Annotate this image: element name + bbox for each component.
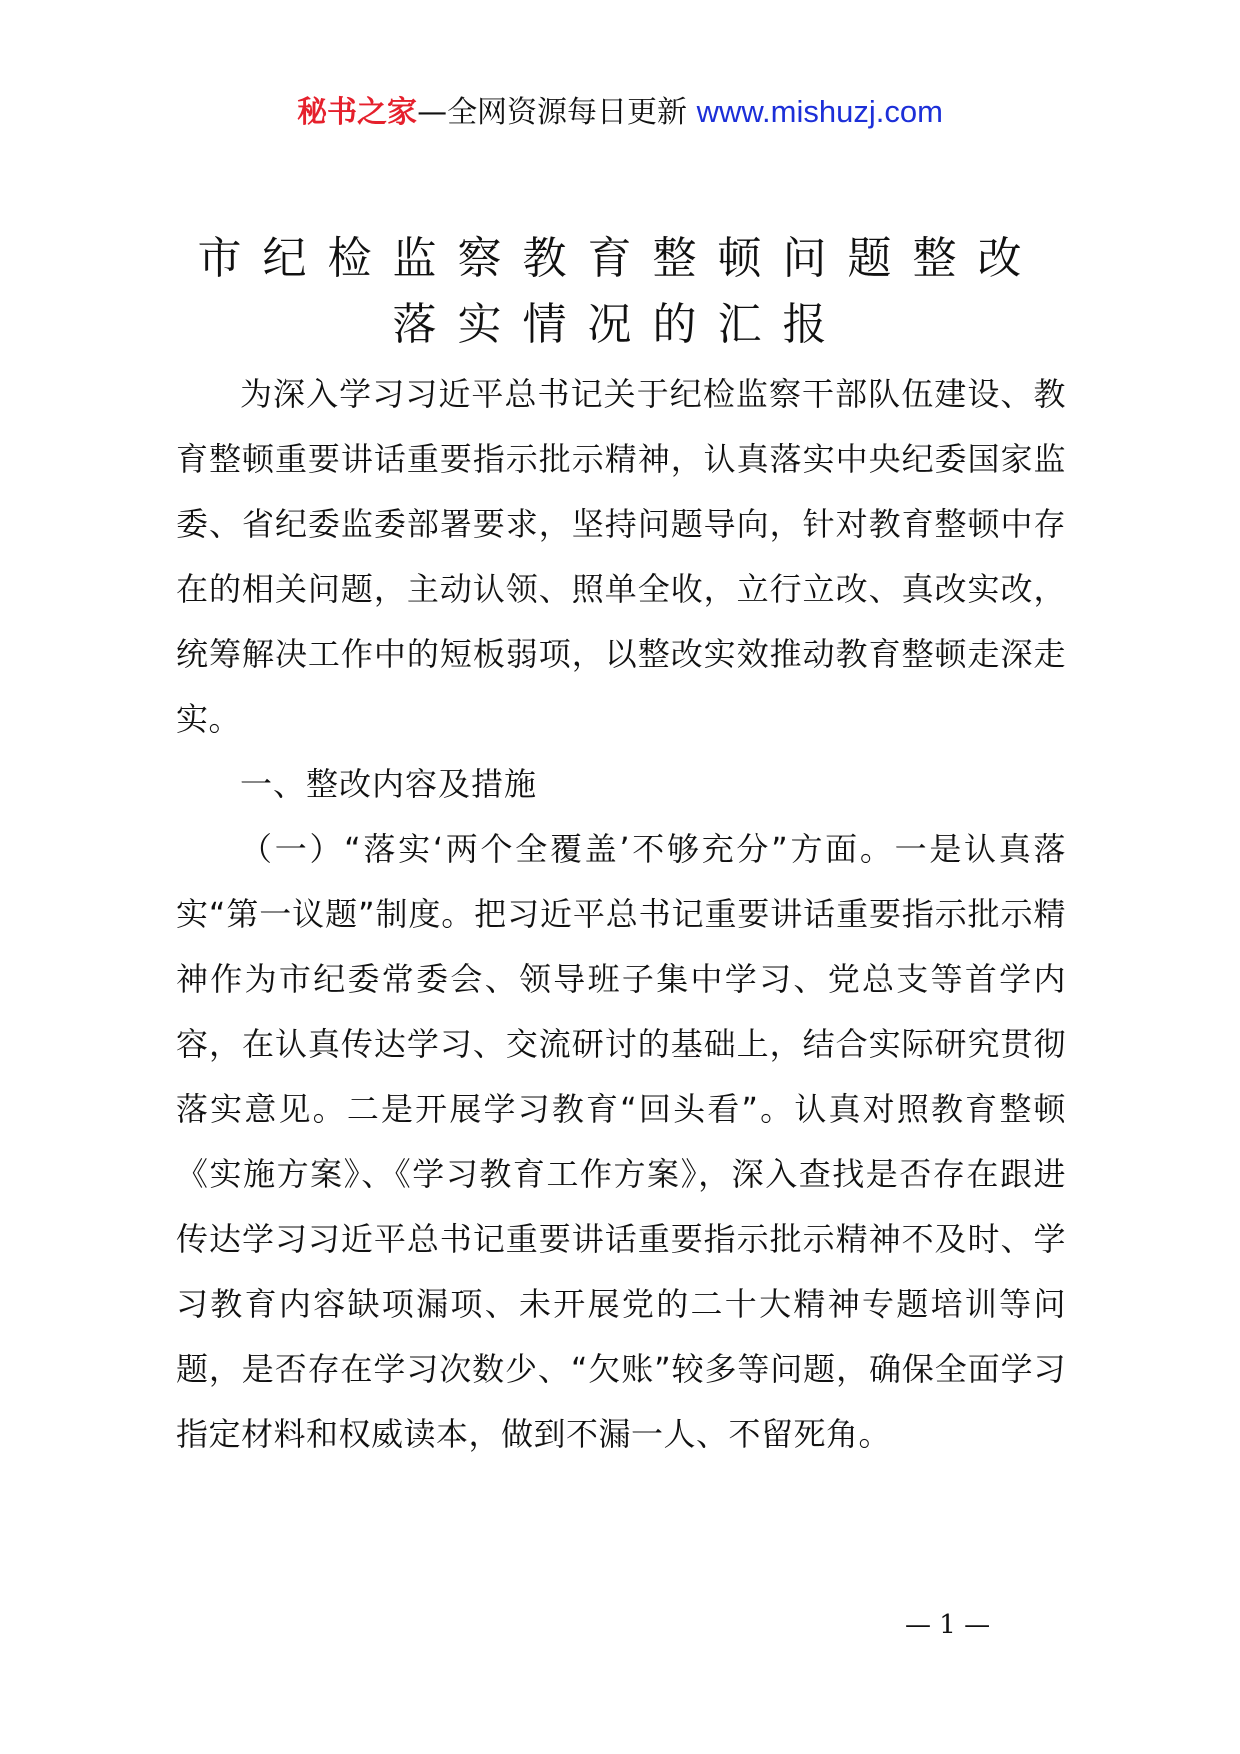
site-tagline: —全网资源每日更新 bbox=[417, 95, 688, 130]
page-number: — 1 — bbox=[905, 1610, 991, 1640]
document-body bbox=[176, 362, 1066, 1467]
subsection-paragraph: （一）“落实‘两个全覆盖’不够充分”方面。一是认真落实“第一议题”制度。把习近平总书记重要讲话重要指示批示精神作为市纪委常委会、领导班子集中学习、党总支等首学内容，在认真传达学习、交流研讨的基础上，结合实际研究贯彻落实意见。二是开展学习教育“回头看”。认真对照教育整顿《实施方案》、《学习教育工作方案》，深入查找是否存在跟进传达学习习近平总书记重要讲话重要指示批示精神不及时、学习教育内容缺项漏项、未开展党的二十大精神专题培训等问题，是否存在学习次数少、“欠账”较多等问题，确保全面学习指定材料和权威读本，做到不漏一人、不留死角。 bbox=[176, 830, 1066, 1453]
document-title-line-1: 市纪检监察教育整顿问题整改 bbox=[197, 233, 1043, 284]
section-heading: 一、整改内容及措施 bbox=[240, 765, 538, 803]
site-url-link[interactable]: www.mishuzj.com bbox=[696, 94, 943, 129]
site-brand: 秘书之家 bbox=[297, 95, 418, 130]
intro-paragraph: 为深入学习习近平总书记关于纪检监察干部队伍建设、教育整顿重要讲话重要指示批示精神，认真落实中央纪委国家监委、省纪委监委部署要求，坚持问题导向，针对教育整顿中存在的相关问题，主动认领、照单全收，立行立改、真改实改，统筹解决工作中的短板弱项，以整改实效推动教育整顿走深走实。 bbox=[176, 375, 1066, 738]
site-header bbox=[0, 90, 1240, 135]
document-title-line-2: 落实情况的汇报 bbox=[392, 299, 848, 350]
